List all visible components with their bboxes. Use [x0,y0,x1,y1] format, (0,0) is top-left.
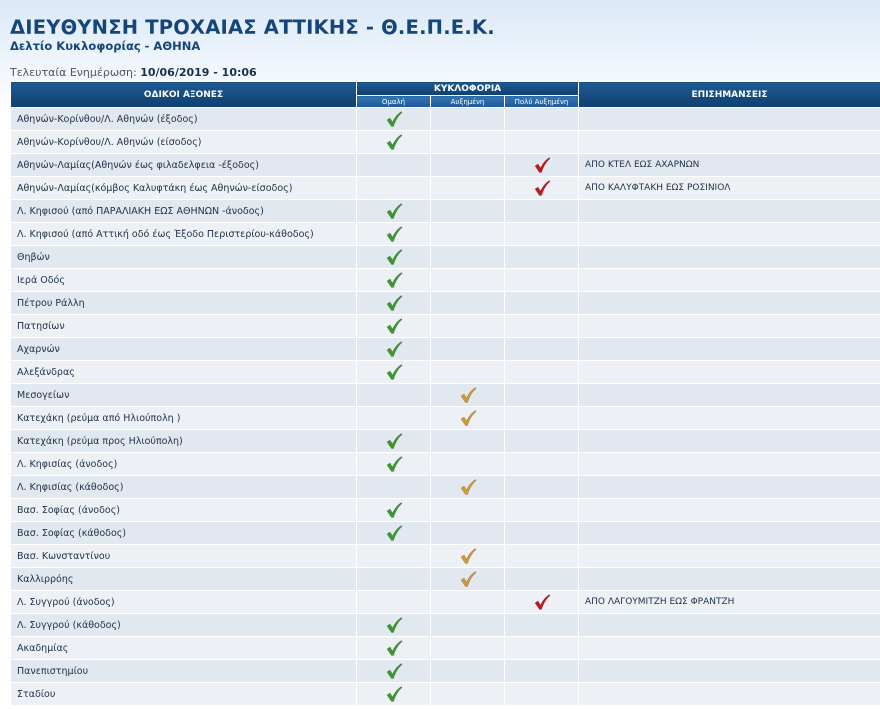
level-increased-cell [431,683,505,706]
table-row [11,361,880,384]
table-row [11,545,880,568]
level-very-increased-cell [505,131,579,154]
page-title: ΔΙΕΥΘΥΝΣΗ ΤΡΟΧΑΙΑΣ ΑΤΤΙΚΗΣ - Θ.Ε.Π.Ε.Κ. [10,16,495,39]
level-increased-cell [431,223,505,246]
checkmark-icon [385,271,403,289]
level-increased-cell [431,660,505,683]
level-normal-cell [357,200,431,223]
table-row [11,453,880,476]
level-very-increased-cell [505,614,579,637]
table-row [11,131,880,154]
level-increased-cell [431,292,505,315]
checkmark-icon [385,639,403,657]
level-very-increased-cell [505,361,579,384]
table-row [11,177,880,200]
level-very-increased-cell [505,154,579,177]
page-header [0,0,880,64]
checkmark-icon [385,110,403,128]
note-cell [579,614,880,637]
note-cell [579,476,880,499]
level-very-increased-cell [505,223,579,246]
header-roads: ΟΔΙΚΟΙ ΑΞΟΝΕΣ [11,82,357,108]
road-name: Λ. Κηφισίας (κάθοδος) [11,476,357,499]
road-name: Πατησίων [11,315,357,338]
level-normal-cell [357,292,431,315]
level-very-increased-cell [505,637,579,660]
level-increased-cell [431,522,505,545]
level-normal-cell [357,338,431,361]
table-row [11,522,880,545]
header-level-very-increased: Πολύ Αυξημένη [505,96,579,108]
checkmark-icon [459,570,477,588]
page-subtitle: Δελτίο Κυκλοφορίας - ΑΘΗΝΑ [10,39,201,53]
note-cell [579,453,880,476]
road-name: Λ. Συγγρού (άνοδος) [11,591,357,614]
level-increased-cell [431,545,505,568]
level-very-increased-cell [505,177,579,200]
table-row [11,568,880,591]
table-row [11,660,880,683]
table-row [11,384,880,407]
road-name: Κατεχάκη (ρεύμα προς Ηλιούπολη) [11,430,357,453]
note-cell: ΑΠΟ ΛΑΓΟΥΜΙΤΖΗ ΕΩΣ ΦΡΑΝΤΖΗ [579,591,880,614]
checkmark-icon [459,409,477,427]
checkmark-icon [385,616,403,634]
note-cell [579,568,880,591]
checkmark-icon [385,248,403,266]
header-level-normal: Ομαλή [357,96,431,108]
note-cell [579,660,880,683]
header-notes: ΕΠΙΣΗΜΑΝΣΕΙΣ [579,82,880,108]
level-normal-cell [357,430,431,453]
road-name: Θηβών [11,246,357,269]
level-increased-cell [431,269,505,292]
road-name: Κατεχάκη (ρεύμα από Ηλιούπολη ) [11,407,357,430]
road-name: Μεσογείων [11,384,357,407]
level-very-increased-cell [505,292,579,315]
table-row [11,200,880,223]
note-cell [579,637,880,660]
level-normal-cell [357,568,431,591]
note-cell [579,315,880,338]
level-very-increased-cell [505,453,579,476]
level-normal-cell [357,407,431,430]
note-cell [579,246,880,269]
level-normal-cell [357,545,431,568]
checkmark-icon [459,386,477,404]
level-increased-cell [431,315,505,338]
level-normal-cell [357,269,431,292]
header-traffic: ΚΥΚΛΟΦΟΡΙΑ [357,82,579,96]
table-row [11,591,880,614]
road-name: Αλεξάνδρας [11,361,357,384]
checkmark-icon [385,202,403,220]
note-cell [579,522,880,545]
table-row [11,269,880,292]
road-name: Αθηνών-Κορίνθου/Λ. Αθηνών (έξοδος) [11,108,357,131]
level-increased-cell [431,637,505,660]
level-very-increased-cell [505,430,579,453]
level-normal-cell [357,315,431,338]
level-normal-cell [357,499,431,522]
level-very-increased-cell [505,315,579,338]
level-very-increased-cell [505,476,579,499]
level-normal-cell [357,223,431,246]
checkmark-icon [385,294,403,312]
note-cell: ΑΠΟ ΚΑΛΥΦΤΑΚΗ ΕΩΣ ΡΟΣΙΝΙΟΛ [579,177,880,200]
level-increased-cell [431,476,505,499]
road-name: Καλλιρρόης [11,568,357,591]
level-very-increased-cell [505,384,579,407]
level-very-increased-cell [505,683,579,706]
note-cell [579,683,880,706]
road-name: Σταδίου [11,683,357,706]
checkmark-icon [385,133,403,151]
note-cell [579,430,880,453]
level-increased-cell [431,430,505,453]
level-increased-cell [431,177,505,200]
road-name: Αθηνών-Λαμίας(Αθηνών έως φιλαδελφεια -έξοδος) [11,154,357,177]
road-name: Βασ. Σοφίας (κάθοδος) [11,522,357,545]
level-very-increased-cell [505,568,579,591]
checkmark-icon [385,524,403,542]
note-cell [579,292,880,315]
table-row [11,108,880,131]
level-increased-cell [431,568,505,591]
level-normal-cell [357,453,431,476]
level-normal-cell [357,637,431,660]
table-row [11,246,880,269]
traffic-table [10,81,880,706]
level-normal-cell [357,476,431,499]
checkmark-icon [385,685,403,703]
level-normal-cell [357,246,431,269]
road-name: Αθηνών-Λαμίας(κόμβος Καλυφτάκη έως Αθηνών-είσοδος) [11,177,357,200]
table-row [11,476,880,499]
note-cell [579,338,880,361]
level-increased-cell [431,246,505,269]
checkmark-icon [459,478,477,496]
level-normal-cell [357,614,431,637]
note-cell: ΑΠΟ ΚΤΕΛ ΕΩΣ ΑΧΑΡΝΩΝ [579,154,880,177]
table-row [11,614,880,637]
road-name: Αθηνών-Κορίνθου/Λ. Αθηνών (είσοδος) [11,131,357,154]
level-normal-cell [357,384,431,407]
level-increased-cell [431,407,505,430]
level-increased-cell [431,614,505,637]
level-very-increased-cell [505,108,579,131]
checkmark-icon [385,662,403,680]
level-very-increased-cell [505,407,579,430]
level-increased-cell [431,131,505,154]
level-normal-cell [357,131,431,154]
level-normal-cell [357,522,431,545]
table-row [11,292,880,315]
table-row [11,430,880,453]
checkmark-icon [533,179,551,197]
checkmark-icon [385,501,403,519]
last-update-label: Τελευταία Ενημέρωση: [10,66,137,79]
level-very-increased-cell [505,246,579,269]
road-name: Λ. Κηφισίας (άνοδος) [11,453,357,476]
last-update [10,66,257,79]
level-increased-cell [431,200,505,223]
last-update-value: 10/06/2019 - 10:06 [140,66,257,79]
road-name: Ιερά Οδός [11,269,357,292]
note-cell [579,361,880,384]
level-increased-cell [431,338,505,361]
road-name: Πέτρου Ράλλη [11,292,357,315]
road-name: Λ. Κηφισού (από ΠΑΡΑΛΙΑΚΗ ΕΩΣ ΑΘΗΝΩΝ -άνοδος) [11,200,357,223]
level-very-increased-cell [505,591,579,614]
checkmark-icon [533,593,551,611]
level-increased-cell [431,154,505,177]
checkmark-icon [385,455,403,473]
level-very-increased-cell [505,269,579,292]
table-row [11,223,880,246]
checkmark-icon [385,340,403,358]
table-row [11,407,880,430]
note-cell [579,223,880,246]
road-name: Βασ. Σοφίας (άνοδος) [11,499,357,522]
level-normal-cell [357,683,431,706]
level-normal-cell [357,591,431,614]
checkmark-icon [385,363,403,381]
level-very-increased-cell [505,545,579,568]
table-row [11,499,880,522]
note-cell [579,269,880,292]
level-increased-cell [431,361,505,384]
level-very-increased-cell [505,200,579,223]
road-name: Πανεπιστημίου [11,660,357,683]
level-very-increased-cell [505,522,579,545]
level-very-increased-cell [505,660,579,683]
checkmark-icon [385,432,403,450]
level-very-increased-cell [505,499,579,522]
level-normal-cell [357,154,431,177]
checkmark-icon [385,317,403,335]
table-row [11,315,880,338]
road-name: Βασ. Κωνσταντίνου [11,545,357,568]
level-increased-cell [431,499,505,522]
level-normal-cell [357,108,431,131]
note-cell [579,131,880,154]
note-cell [579,108,880,131]
header-level-increased: Αυξημένη [431,96,505,108]
checkmark-icon [385,225,403,243]
checkmark-icon [533,156,551,174]
level-very-increased-cell [505,338,579,361]
note-cell [579,200,880,223]
level-normal-cell [357,177,431,200]
checkmark-icon [459,547,477,565]
road-name: Λ. Κηφισού (από Αττική οδό έως Έξοδο Περιστερίου-κάθοδος) [11,223,357,246]
table-row [11,683,880,706]
level-increased-cell [431,591,505,614]
note-cell [579,545,880,568]
note-cell [579,384,880,407]
table-row [11,338,880,361]
road-name: Ακαδημίας [11,637,357,660]
table-row [11,154,880,177]
note-cell [579,407,880,430]
level-increased-cell [431,108,505,131]
level-increased-cell [431,453,505,476]
traffic-rows [11,108,880,706]
road-name: Λ. Συγγρού (κάθοδος) [11,614,357,637]
road-name: Αχαρνών [11,338,357,361]
table-row [11,637,880,660]
note-cell [579,499,880,522]
level-normal-cell [357,660,431,683]
level-normal-cell [357,361,431,384]
level-increased-cell [431,384,505,407]
